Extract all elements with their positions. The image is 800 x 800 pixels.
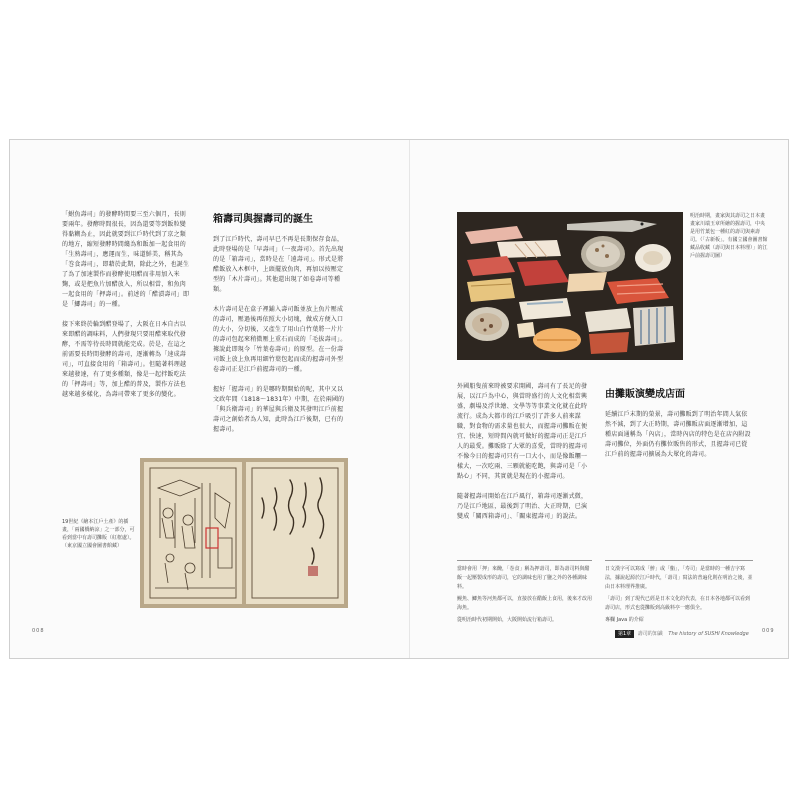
footnote: 日文漢字可以寫成「鮓」或「鮨」，「寿司」是當時的一種吉字寫法，據說起源於江戶時代，「壽司」寫法的普遍化則在明治之後，並由日本料理界推廣。 [605,566,753,590]
left-col2-text [213,235,348,445]
right-col2-text [605,410,753,470]
footnote: 「壽司」到了現代已經是日本文化的代表，在日本各地都可以看到壽司店，形式也從攤販到高級料亭一應俱全。 [605,596,751,611]
book-spread [9,139,789,659]
painting-caption: 明治時期，畫家與其壽司之日本畫畫家川端玉章所繪的握壽司，中央是用竹葉包一種紅的壽司與素壽司。（「古新板」。有國立國會圖書館藏品收藏（壽司與日本料理）」的江戶前握壽司圖） [690,213,768,259]
paragraph: 延續江戶末期的榮景，壽司攤販到了明治年間人氣依然不減，到了大正時期，壽司攤販店面逐漸增加，這種店面通稱為「內店」，當時內店的特色是在店內附設壽司攤位，外面仍有攤位販售的形式，且握壽司已從江戶前的握壽司擴展為大眾化的壽司。 [605,411,751,458]
paragraph: 「鮒魚壽司」的發酵時間要三至六個月，長則要兩年。發酵時間很長，因為還要等到飯粒變得黏糊為止，因此就要到江戶時代到了京之類的地方，縮短發酵時間纔為和飯加一起食用的「生熟壽司」，應運而生，味道鮮美，稱其為「巻食壽司」，即藉於此期，除此之外，也誕生了為了加速製作而發酵使用醋而非用加入米麴，或是把魚片加醋放入，所以相當，和魚肉一起食用的「押壽司」。前述的「醋漬壽司」即是「鯽壽司」的一種。 [62,211,190,308]
running-english: The history of SUSHI Knowledge [668,631,749,637]
paragraph: 到了江戶時代，壽司早已不再是長期保存食品，此時登場的是「早壽司」（一夜壽司）。首先出現的是「箱壽司」，當時是在「遠壽司」。形式是將醋飯放入木框中，上頭擺放魚肉，再加以按壓定型的「木片壽司」。其他還出現了如卷壽司等種類。 [213,236,344,293]
chapter-tag: 第1章 [615,630,634,638]
footnote: 當時會用「押」來醃，「巻食」稱為押壽司，即為壽司料與醋飯一起壓製成形的壽司，它的調味也用了鹽之外的各種調味料。 [457,566,590,590]
footnote: 鰻魚、鯽魚等河魚都可以，直接放在醋飯上食用，後來才改用海魚。 [457,596,593,611]
paragraph: 木片壽司是在盒子裡鋪入壽司飯並放上魚片壓成的壽司，壓過後再依照大小切塊，做成方便入口的大小，分切後，又產生了用山白竹葉將一片片的壽司包起來稍微壓上重石而成的「毛拔壽司」。據說此即現今「竹葉卷壽司」的原型。在一份壽司飯上放上魚再用細竹葉包起而成的握壽司外型卷壽司正是江戶前握壽司的一種。 [213,306,347,373]
woodblock-book-illustration [140,458,348,608]
footnote: 專欄 Java 的介紹 [605,617,644,623]
running-footer [615,630,775,637]
gutter [409,140,410,658]
footnote: 從明治時代初期開始，大阪開始流行箱壽司。 [457,617,558,623]
footnotes-left [457,565,592,628]
paragraph: 接下來終於輪到醋登場了，大阪在日本自古以來即醋的調味料，人們發現只要用醋來取代發酵，不需等待長時間就能完成。於是，在這之前需要長時間發酵的壽司，逐漸轉為「速成壽司」，可直接食用的「箱壽司」。但隨著料理越來越發達，有了更多種類，像是一起拌飯吃法的「押壽司」等，加上醋的普及，製作方法也越來越多樣化，為壽司帶來了更多的變化。 [62,321,187,398]
section-heading: 由攤販演變成店面 [605,389,685,400]
running-title: 壽司的知識 [637,631,663,637]
right-col1-text [457,382,592,532]
sushi-painting [457,212,683,360]
footnote-rule [605,560,753,561]
paragraph: 隨著握壽司開始在江戶風行，箱壽司逐漸式微，乃是江戶地區，最後到了明治、大正時期，已演變成「關西箱壽司」、「關東握壽司」的說法。 [457,493,588,520]
section-heading: 箱壽司與握壽司的誕生 [213,214,313,225]
illustration-caption: 19世紀《繪本江戶土產》的插畫，「兩國橋納涼」之一部分，可看到當中有壽司攤販（紅框處）。（東京國立國會圖書館藏） [62,519,135,549]
footnote-rule [457,560,592,561]
footnotes-right [605,565,753,628]
left-col1-text [62,210,192,410]
right-page-number: 009 [762,628,775,634]
left-page-number: 008 [32,628,45,634]
paragraph: 外國船隻前來時被要求開國，壽司有了長足的發展，以江戶為中心，與當時盛行的人文化相當興盛，劇場及浮世繪、文學等等事業文化就在此時流行。成為大都市的江戶吸引了許多人前來謀職，對食物的需求量也很大，而握壽司攤販在便宜、快速，短時間內就可做好的握壽司正是江戶人的最愛。攤販除了大眾的喜愛，當時的握壽司不像今日的握壽司只有一口大小，而是像飯糰一樣大，一次吃兩、三顆就能吃飽，與壽司是「小點心」不同，其實就是現在的小握壽司。 [457,383,588,480]
paragraph: 握好「握壽司」的是哪時期開始的呢，其中又以文政年間（1818～1831年）中期，在於兩國的「與兵衛壽司」的華屋與兵衛及其發明江戶前握壽司之創始者為人知，此時為江戶後期，已有的握壽司。 [213,386,345,433]
